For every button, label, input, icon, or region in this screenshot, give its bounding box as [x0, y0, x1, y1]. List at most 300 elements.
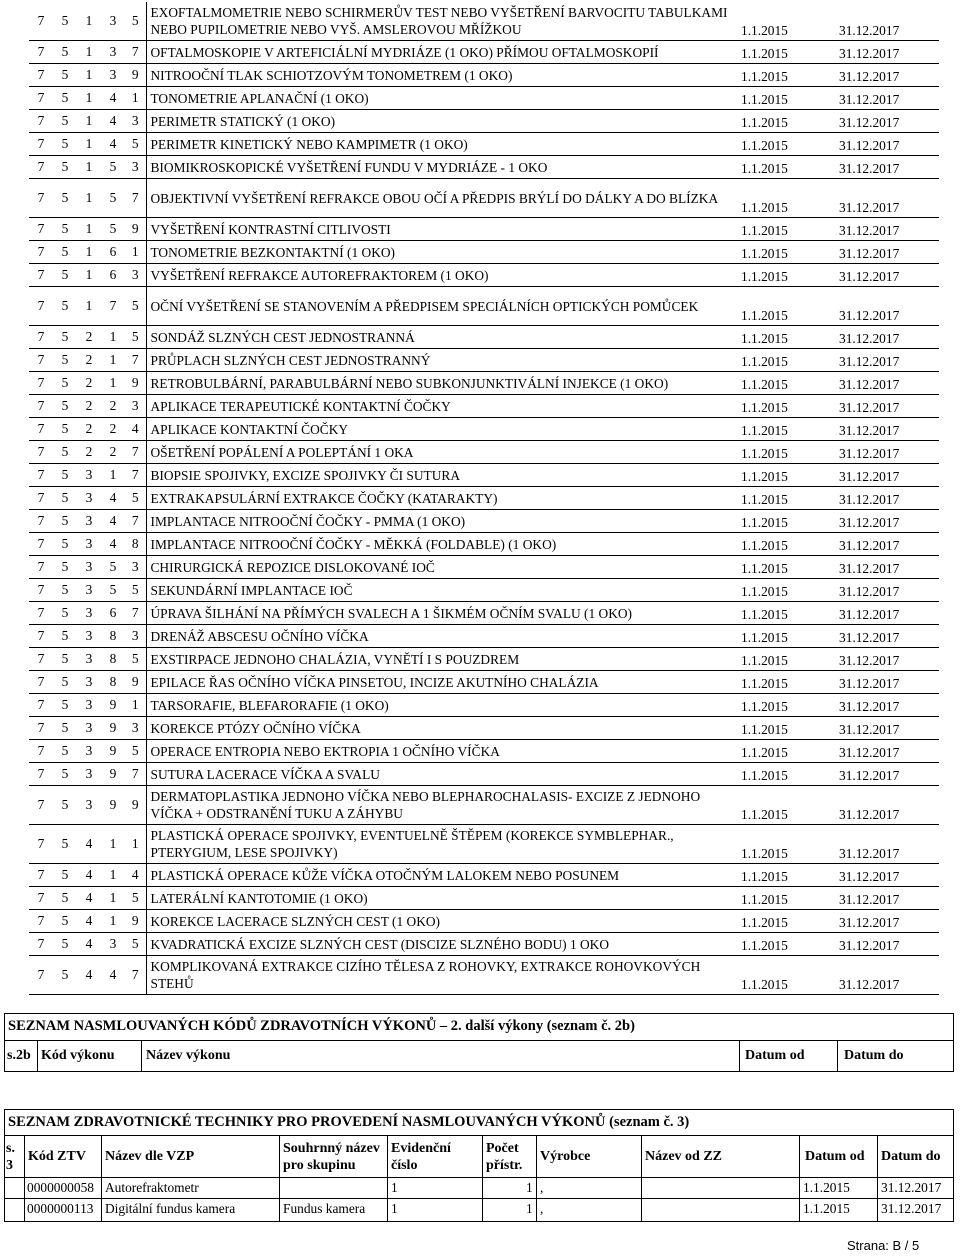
date-to: 31.12.2017 — [881, 1201, 942, 1216]
procedure-row — [29, 648, 939, 671]
code-digit: 3 — [125, 156, 146, 179]
date-to: 31.12.2017 — [839, 418, 939, 441]
procedure-row — [29, 218, 939, 241]
date-to: 31.12.2017 — [839, 156, 939, 179]
date-to: 31.12.2017 — [839, 579, 939, 602]
date-from: 1.1.2015 — [741, 825, 839, 864]
code-digit: 8 — [101, 648, 125, 671]
code-digit: 2 — [77, 418, 101, 441]
code-digit: 4 — [101, 533, 125, 556]
date-from: 1.1.2015 — [741, 464, 839, 487]
code-digit: 7 — [125, 41, 146, 64]
device-count: 1 — [526, 1201, 533, 1216]
procedure-name: IMPLANTACE NITROOČNÍ ČOČKY - PMMA (1 OKO) — [146, 510, 741, 533]
code-digit: 5 — [53, 41, 77, 64]
date-from: 1.1.2015 — [741, 2, 839, 41]
code-digit: 7 — [125, 510, 146, 533]
code-digit: 7 — [29, 441, 53, 464]
code-digit: 3 — [77, 671, 101, 694]
code-digit: 9 — [101, 717, 125, 740]
procedure-row — [29, 395, 939, 418]
date-from: 1.1.2015 — [741, 241, 839, 264]
code-digit: 7 — [29, 179, 53, 218]
code-digit: 5 — [53, 625, 77, 648]
code-digit: 7 — [29, 264, 53, 287]
code-digit: 5 — [125, 933, 146, 956]
code-digit: 9 — [125, 910, 146, 933]
code-digit: 3 — [125, 395, 146, 418]
ztv-code: 0000000113 — [27, 1201, 94, 1216]
code-digit: 3 — [77, 464, 101, 487]
section2-title: SEZNAM NASMLOUVANÝCH KÓDŮ ZDRAVOTNÍCH VÝKONŮ – 2. další výkony (seznam č. 2b) — [8, 1018, 635, 1034]
code-digit: 7 — [29, 533, 53, 556]
procedure-name: PLASTICKÁ OPERACE KŮŽE VÍČKA OTOČNÝM LALOKEM NEBO POSUNEM — [146, 864, 741, 887]
procedure-row — [29, 487, 939, 510]
code-digit: 4 — [77, 910, 101, 933]
section3-title: SEZNAM ZDRAVOTNICKÉ TECHNIKY PRO PROVEDENÍ NASMLOUVANÝCH VÝKONŮ (seznam č. 3) — [8, 1114, 690, 1130]
procedure-name: APLIKACE TERAPEUTICKÉ KONTAKTNÍ ČOČKY — [146, 395, 741, 418]
procedure-name: BIOPSIE SPOJIVKY, EXCIZE SPOJIVKY ČI SUTURA — [146, 464, 741, 487]
code-digit: 5 — [53, 763, 77, 786]
procedure-row — [29, 625, 939, 648]
date-to: 31.12.2017 — [839, 556, 939, 579]
code-digit: 4 — [101, 510, 125, 533]
code-digit: 5 — [53, 786, 77, 825]
code-digit: 3 — [125, 717, 146, 740]
code-digit: 5 — [53, 87, 77, 110]
date-from: 1.1.2015 — [741, 418, 839, 441]
code-digit: 1 — [101, 910, 125, 933]
code-digit: 3 — [101, 933, 125, 956]
date-from: 1.1.2015 — [741, 910, 839, 933]
code-digit: 7 — [29, 602, 53, 625]
code-digit: 7 — [29, 372, 53, 395]
procedure-row — [29, 418, 939, 441]
code-digit: 7 — [29, 579, 53, 602]
code-digit: 7 — [29, 395, 53, 418]
procedure-row — [29, 264, 939, 287]
date-to: 31.12.2017 — [839, 648, 939, 671]
section2-col-to: Datum do — [844, 1048, 904, 1063]
procedure-name: PRŮPLACH SLZNÝCH CEST JEDNOSTRANNÝ — [146, 349, 741, 372]
code-digit: 1 — [125, 694, 146, 717]
code-digit: 5 — [53, 910, 77, 933]
code-digit: 5 — [53, 395, 77, 418]
code-digit: 4 — [77, 825, 101, 864]
date-to: 31.12.2017 — [839, 110, 939, 133]
code-digit: 2 — [77, 349, 101, 372]
code-digit: 4 — [77, 956, 101, 995]
date-from: 1.1.2015 — [741, 133, 839, 156]
date-to: 31.12.2017 — [839, 763, 939, 786]
page-footer: Strana: B / 5 — [847, 1238, 920, 1253]
code-digit: 4 — [125, 418, 146, 441]
code-digit: 9 — [125, 372, 146, 395]
code-digit: 7 — [29, 933, 53, 956]
code-digit: 7 — [29, 717, 53, 740]
date-to: 31.12.2017 — [839, 671, 939, 694]
procedure-row — [29, 602, 939, 625]
code-digit: 2 — [77, 372, 101, 395]
procedure-row — [29, 933, 939, 956]
procedure-name: KOMPLIKOVANÁ EXTRAKCE CIZÍHO TĚLESA Z ROHOVKY, EXTRAKCE ROHOVKOVÝCH STEHŮ — [146, 956, 741, 995]
code-digit: 4 — [125, 864, 146, 887]
code-digit: 4 — [77, 933, 101, 956]
code-digit: 7 — [29, 41, 53, 64]
date-from: 1.1.2015 — [741, 218, 839, 241]
code-digit: 5 — [53, 671, 77, 694]
date-to: 31.12.2017 — [839, 326, 939, 349]
code-digit: 5 — [53, 933, 77, 956]
procedure-row — [29, 786, 939, 825]
date-from: 1.1.2015 — [741, 740, 839, 763]
code-digit: 5 — [125, 2, 146, 41]
procedure-name: SUTURA LACERACE VÍČKA A SVALU — [146, 763, 741, 786]
procedure-name: OFTALMOSKOPIE V ARTEFICIÁLNÍ MYDRIÁZE (1 OKO) PŘÍMOU OFTALMOSKOPIÍ — [146, 41, 741, 64]
section3-col-zz: Název od ZZ — [645, 1149, 722, 1164]
code-digit: 1 — [101, 349, 125, 372]
date-to: 31.12.2017 — [839, 533, 939, 556]
date-to: 31.12.2017 — [839, 487, 939, 510]
date-from: 1.1.2015 — [741, 956, 839, 995]
procedure-row — [29, 533, 939, 556]
procedure-name: CHIRURGICKÁ REPOZICE DISLOKOVANÉ IOČ — [146, 556, 741, 579]
code-digit: 3 — [77, 602, 101, 625]
code-digit: 7 — [29, 625, 53, 648]
code-digit: 9 — [101, 740, 125, 763]
procedure-name: TARSORAFIE, BLEFARORAFIE (1 OKO) — [146, 694, 741, 717]
code-digit: 3 — [77, 625, 101, 648]
procedure-row — [29, 179, 939, 218]
date-from: 1.1.2015 — [803, 1180, 850, 1195]
code-digit: 1 — [77, 264, 101, 287]
date-from: 1.1.2015 — [741, 625, 839, 648]
date-to: 31.12.2017 — [839, 602, 939, 625]
code-digit: 1 — [101, 887, 125, 910]
code-digit: 1 — [101, 464, 125, 487]
code-digit: 7 — [29, 864, 53, 887]
procedure-row — [29, 887, 939, 910]
section3-col-ztv: Kód ZTV — [28, 1149, 86, 1164]
procedure-row — [29, 2, 939, 41]
date-to: 31.12.2017 — [839, 287, 939, 326]
date-to: 31.12.2017 — [839, 864, 939, 887]
date-to: 31.12.2017 — [839, 264, 939, 287]
procedure-name: LATERÁLNÍ KANTOTOMIE (1 OKO) — [146, 887, 741, 910]
date-from: 1.1.2015 — [741, 717, 839, 740]
code-digit: 7 — [29, 418, 53, 441]
section3-col-group: Souhrnný název pro skupinu — [283, 1141, 380, 1173]
procedure-name: APLIKACE KONTAKTNÍ ČOČKY — [146, 418, 741, 441]
date-to: 31.12.2017 — [839, 933, 939, 956]
code-digit: 1 — [77, 2, 101, 41]
code-digit: 7 — [29, 218, 53, 241]
procedure-name: EXOFTALMOMETRIE NEBO SCHIRMERŮV TEST NEBO VYŠETŘENÍ BARVOCITU TABULKAMI NEBO PUPILOMETRIE NEBO VYŠ. AMSLEROVOU MŘÍŽKOU — [146, 2, 741, 41]
code-digit: 4 — [77, 887, 101, 910]
procedure-row — [29, 241, 939, 264]
procedure-row — [29, 825, 939, 864]
code-digit: 5 — [53, 694, 77, 717]
code-digit: 2 — [101, 395, 125, 418]
code-digit: 1 — [77, 179, 101, 218]
code-digit: 7 — [125, 464, 146, 487]
code-digit: 7 — [125, 763, 146, 786]
code-digit: 5 — [101, 179, 125, 218]
code-digit: 7 — [125, 956, 146, 995]
code-digit: 5 — [53, 648, 77, 671]
code-digit: 4 — [77, 864, 101, 887]
date-to: 31.12.2017 — [839, 887, 939, 910]
code-digit: 5 — [125, 740, 146, 763]
code-digit: 5 — [53, 556, 77, 579]
section3-col-s: s. 3 — [6, 1141, 15, 1173]
procedure-name: PERIMETR KINETICKÝ NEBO KAMPIMETR (1 OKO) — [146, 133, 741, 156]
code-digit: 7 — [29, 694, 53, 717]
date-to: 31.12.2017 — [839, 786, 939, 825]
date-to: 31.12.2017 — [839, 717, 939, 740]
code-digit: 5 — [53, 825, 77, 864]
date-to: 31.12.2017 — [839, 241, 939, 264]
date-from: 1.1.2015 — [741, 441, 839, 464]
code-digit: 3 — [77, 487, 101, 510]
maker: , — [540, 1201, 544, 1216]
code-digit: 3 — [77, 740, 101, 763]
code-digit: 5 — [53, 464, 77, 487]
procedure-name: KOREKCE PTÓZY OČNÍHO VÍČKA — [146, 717, 741, 740]
code-digit: 5 — [125, 133, 146, 156]
procedure-row — [29, 556, 939, 579]
code-digit: 4 — [101, 956, 125, 995]
procedure-name: OPERACE ENTROPIA NEBO EKTROPIA 1 OČNÍHO VÍČKA — [146, 740, 741, 763]
date-from: 1.1.2015 — [741, 64, 839, 87]
date-from: 1.1.2015 — [741, 786, 839, 825]
section3-col-evid: Evidenční číslo — [391, 1141, 451, 1173]
code-digit: 7 — [29, 464, 53, 487]
code-digit: 7 — [29, 156, 53, 179]
date-from: 1.1.2015 — [741, 933, 839, 956]
date-to: 31.12.2017 — [839, 179, 939, 218]
device-count: 1 — [526, 1180, 533, 1195]
procedure-row — [29, 326, 939, 349]
date-from: 1.1.2015 — [741, 864, 839, 887]
date-from: 1.1.2015 — [741, 887, 839, 910]
code-digit: 9 — [101, 694, 125, 717]
code-digit: 5 — [53, 241, 77, 264]
procedure-row — [29, 64, 939, 87]
code-digit: 1 — [77, 64, 101, 87]
date-from: 1.1.2015 — [741, 602, 839, 625]
code-digit: 1 — [125, 241, 146, 264]
section3-col-to: Datum do — [881, 1149, 941, 1164]
code-digit: 7 — [29, 671, 53, 694]
code-digit: 9 — [125, 218, 146, 241]
procedure-name: TONOMETRIE BEZKONTAKTNÍ (1 OKO) — [146, 241, 741, 264]
procedure-row — [29, 287, 939, 326]
code-digit: 8 — [125, 533, 146, 556]
date-to: 31.12.2017 — [839, 740, 939, 763]
code-digit: 3 — [101, 64, 125, 87]
code-digit: 3 — [77, 786, 101, 825]
procedure-row — [29, 579, 939, 602]
code-digit: 6 — [101, 264, 125, 287]
code-digit: 1 — [125, 825, 146, 864]
code-digit: 7 — [29, 2, 53, 41]
code-digit: 9 — [125, 64, 146, 87]
procedure-name: BIOMIKROSKOPICKÉ VYŠETŘENÍ FUNDU V MYDRIÁZE - 1 OKO — [146, 156, 741, 179]
code-digit: 1 — [101, 864, 125, 887]
code-digit: 3 — [125, 264, 146, 287]
date-from: 1.1.2015 — [741, 533, 839, 556]
date-to: 31.12.2017 — [839, 2, 939, 41]
code-digit: 4 — [101, 133, 125, 156]
procedure-row — [29, 694, 939, 717]
code-digit: 1 — [77, 218, 101, 241]
code-digit: 7 — [29, 910, 53, 933]
procedure-row — [29, 87, 939, 110]
code-digit: 3 — [77, 533, 101, 556]
date-to: 31.12.2017 — [839, 825, 939, 864]
vzp-name: Digitální fundus kamera — [105, 1201, 236, 1216]
date-to: 31.12.2017 — [839, 87, 939, 110]
procedure-name: NITROOČNÍ TLAK SCHIOTZOVÝM TONOMETREM (1 OKO) — [146, 64, 741, 87]
procedure-name: PLASTICKÁ OPERACE SPOJIVKY, EVENTUELNĚ ŠTĚPEM (KOREKCE SYMBLEPHAR., PTERYGIUM, LESE SPOJIVKY) — [146, 825, 741, 864]
procedure-row — [29, 41, 939, 64]
date-from: 1.1.2015 — [741, 648, 839, 671]
procedure-name: DRENÁŽ ABSCESU OČNÍHO VÍČKA — [146, 625, 741, 648]
date-from: 1.1.2015 — [741, 372, 839, 395]
date-to: 31.12.2017 — [839, 349, 939, 372]
code-digit: 7 — [29, 887, 53, 910]
code-digit: 5 — [125, 326, 146, 349]
code-digit: 7 — [125, 441, 146, 464]
code-digit: 5 — [125, 287, 146, 326]
procedure-name: SEKUNDÁRNÍ IMPLANTACE IOČ — [146, 579, 741, 602]
code-digit: 3 — [77, 510, 101, 533]
code-digit: 7 — [29, 349, 53, 372]
code-digit: 5 — [53, 887, 77, 910]
date-to: 31.12.2017 — [839, 64, 939, 87]
code-digit: 2 — [101, 441, 125, 464]
code-digit: 5 — [53, 533, 77, 556]
code-digit: 7 — [29, 110, 53, 133]
procedure-row — [29, 864, 939, 887]
code-digit: 9 — [101, 763, 125, 786]
procedure-row — [29, 441, 939, 464]
code-digit: 7 — [29, 133, 53, 156]
code-digit: 4 — [101, 487, 125, 510]
code-digit: 7 — [125, 349, 146, 372]
code-digit: 2 — [77, 395, 101, 418]
code-digit: 5 — [53, 264, 77, 287]
date-from: 1.1.2015 — [741, 694, 839, 717]
code-digit: 5 — [53, 2, 77, 41]
code-digit: 7 — [29, 825, 53, 864]
procedure-name: EXTRAKAPSULÁRNÍ EXTRAKCE ČOČKY (KATARAKTY) — [146, 487, 741, 510]
code-digit: 1 — [125, 87, 146, 110]
procedure-name: OČNÍ VYŠETŘENÍ SE STANOVENÍM A PŘEDPISEM SPECIÁLNÍCH OPTICKÝCH POMŮCEK — [146, 287, 741, 326]
code-digit: 5 — [53, 740, 77, 763]
procedure-name: IMPLANTACE NITROOČNÍ ČOČKY - MĚKKÁ (FOLDABLE) (1 OKO) — [146, 533, 741, 556]
code-digit: 8 — [101, 671, 125, 694]
code-digit: 5 — [53, 133, 77, 156]
code-digit: 1 — [101, 326, 125, 349]
procedure-row — [29, 956, 939, 995]
code-digit: 5 — [53, 418, 77, 441]
date-to: 31.12.2017 — [839, 956, 939, 995]
code-digit: 3 — [125, 110, 146, 133]
date-from: 1.1.2015 — [803, 1201, 850, 1216]
code-digit: 7 — [29, 763, 53, 786]
procedure-name: KOREKCE LACERACE SLZNÝCH CEST (1 OKO) — [146, 910, 741, 933]
date-from: 1.1.2015 — [741, 579, 839, 602]
procedure-name: KVADRATICKÁ EXCIZE SLZNÝCH CEST (DISCIZE SLZNÉHO BODU) 1 OKO — [146, 933, 741, 956]
procedure-name: ÚPRAVA ŠILHÁNÍ NA PŘÍMÝCH SVALECH A 1 ŠIKMÉM OČNÍM SVALU (1 OKO) — [146, 602, 741, 625]
date-from: 1.1.2015 — [741, 287, 839, 326]
code-digit: 5 — [53, 602, 77, 625]
date-to: 31.12.2017 — [881, 1180, 942, 1195]
date-from: 1.1.2015 — [741, 763, 839, 786]
code-digit: 1 — [101, 825, 125, 864]
code-digit: 7 — [29, 956, 53, 995]
date-from: 1.1.2015 — [741, 349, 839, 372]
date-from: 1.1.2015 — [741, 326, 839, 349]
code-digit: 1 — [77, 87, 101, 110]
code-digit: 5 — [53, 156, 77, 179]
procedure-name: EPILACE ŘAS OČNÍHO VÍČKA PINSETOU, INCIZE AKUTNÍHO CHALÁZIA — [146, 671, 741, 694]
procedure-row — [29, 740, 939, 763]
code-digit: 5 — [53, 579, 77, 602]
procedure-name: EXSTIRPACE JEDNOHO CHALÁZIA, VYNĚTÍ I S POUZDREM — [146, 648, 741, 671]
code-digit: 7 — [29, 487, 53, 510]
code-digit: 5 — [53, 326, 77, 349]
procedure-row — [29, 372, 939, 395]
code-digit: 7 — [29, 786, 53, 825]
code-digit: 1 — [77, 133, 101, 156]
code-digit: 5 — [53, 349, 77, 372]
evid-number: 1 — [391, 1180, 398, 1195]
section3-col-maker: Výrobce — [540, 1149, 591, 1164]
code-digit: 5 — [53, 487, 77, 510]
procedure-row — [29, 671, 939, 694]
code-digit: 7 — [29, 287, 53, 326]
section3-col-vzp: Název dle VZP — [105, 1149, 195, 1164]
evid-number: 1 — [391, 1201, 398, 1216]
procedure-name: DERMATOPLASTIKA JEDNOHO VÍČKA NEBO BLEPHAROCHALASIS- EXCIZE Z JEDNOHO VÍČKA + ODSTRANĚNÍ TUKU A ZÁHYBU — [146, 786, 741, 825]
procedure-row — [29, 510, 939, 533]
code-digit: 5 — [125, 648, 146, 671]
code-digit: 4 — [101, 110, 125, 133]
code-digit: 9 — [101, 786, 125, 825]
code-digit: 4 — [101, 87, 125, 110]
section2-col-code: Kód výkonu — [41, 1048, 115, 1063]
procedure-row — [29, 717, 939, 740]
code-digit: 5 — [125, 579, 146, 602]
section3-col-from: Datum od — [805, 1149, 865, 1164]
code-digit: 9 — [125, 786, 146, 825]
date-from: 1.1.2015 — [741, 395, 839, 418]
date-to: 31.12.2017 — [839, 625, 939, 648]
procedure-name: RETROBULBÁRNÍ, PARABULBÁRNÍ NEBO SUBKONJUNKTIVÁLNÍ INJEKCE (1 OKO) — [146, 372, 741, 395]
date-to: 31.12.2017 — [839, 441, 939, 464]
code-digit: 3 — [77, 579, 101, 602]
code-digit: 7 — [29, 87, 53, 110]
code-digit: 2 — [77, 441, 101, 464]
code-digit: 6 — [101, 602, 125, 625]
section2-col-from: Datum od — [745, 1048, 805, 1063]
section2-col-name: Název výkonu — [146, 1048, 231, 1063]
date-to: 31.12.2017 — [839, 464, 939, 487]
date-from: 1.1.2015 — [741, 41, 839, 64]
